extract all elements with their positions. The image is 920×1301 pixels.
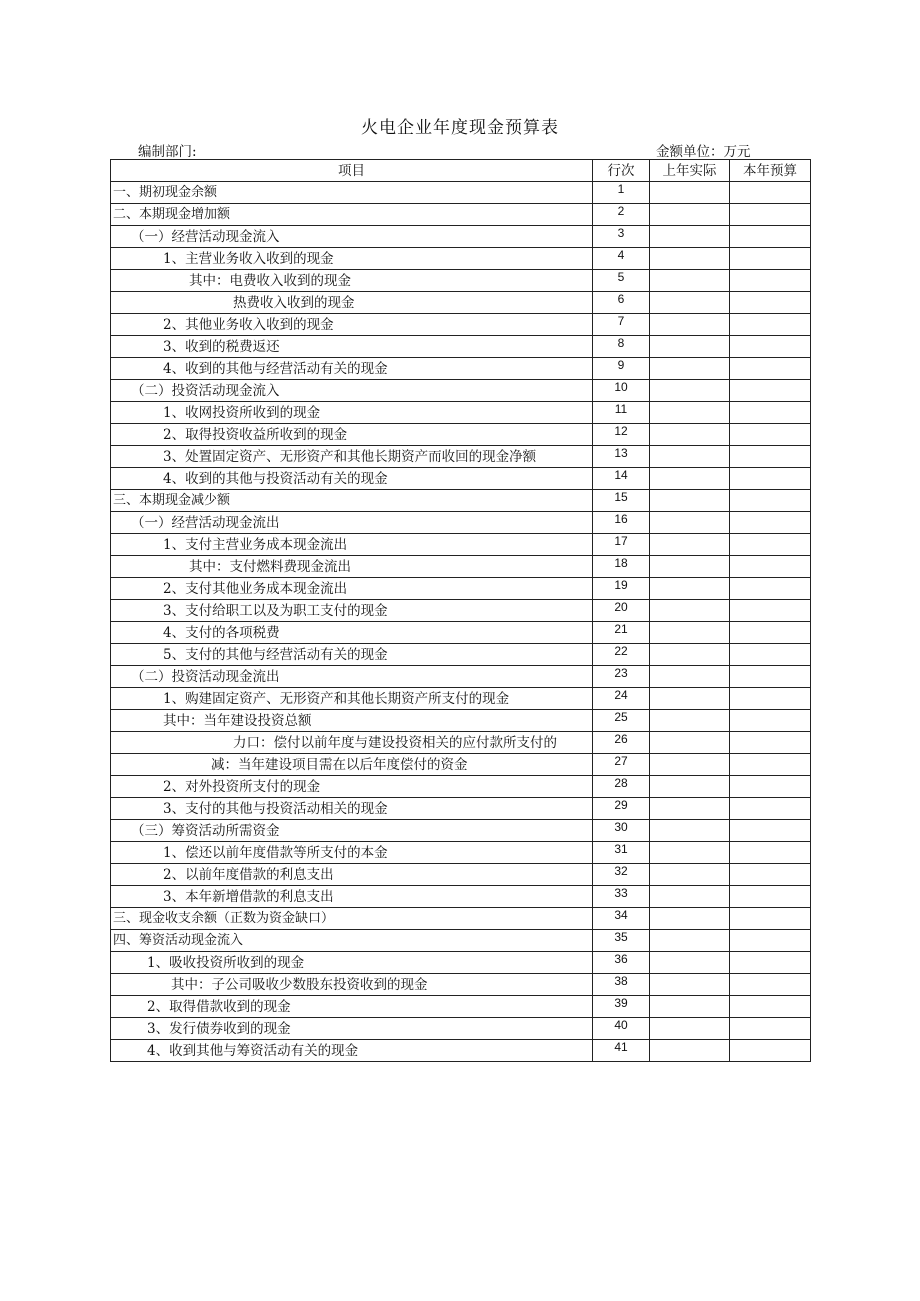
curr-budget-cell[interactable] xyxy=(730,974,811,996)
row-label: 二、本期现金增加额 xyxy=(111,204,593,226)
row-label: 2、取得借款收到的现金 xyxy=(111,996,593,1018)
curr-budget-cell[interactable] xyxy=(730,886,811,908)
row-label: 3、发行债券收到的现金 xyxy=(111,1018,593,1040)
row-number: 13 xyxy=(593,446,650,468)
prev-actual-cell[interactable] xyxy=(650,402,730,424)
prev-actual-cell[interactable] xyxy=(650,886,730,908)
prev-actual-cell[interactable] xyxy=(650,666,730,688)
table-row xyxy=(111,358,811,380)
table-row xyxy=(111,270,811,292)
curr-budget-cell[interactable] xyxy=(730,732,811,754)
row-label: 其中：电费收入收到的现金 xyxy=(111,270,593,292)
prev-actual-cell[interactable] xyxy=(650,490,730,512)
table-row xyxy=(111,226,811,248)
table-row xyxy=(111,380,811,402)
curr-budget-cell[interactable] xyxy=(730,446,811,468)
curr-budget-cell[interactable] xyxy=(730,578,811,600)
row-label: 1、购建固定资产、无形资产和其他长期资产所支付的现金 xyxy=(111,688,593,710)
row-number: 24 xyxy=(593,688,650,710)
table-row xyxy=(111,776,811,798)
row-number: 39 xyxy=(593,996,650,1018)
row-label: （一）经营活动现金流出 xyxy=(111,512,593,534)
prev-actual-cell[interactable] xyxy=(650,776,730,798)
prev-actual-cell[interactable] xyxy=(650,974,730,996)
curr-budget-cell[interactable] xyxy=(730,512,811,534)
row-label: 3、支付给职工以及为职工支付的现金 xyxy=(111,600,593,622)
curr-budget-cell[interactable] xyxy=(730,688,811,710)
prev-actual-cell[interactable] xyxy=(650,600,730,622)
table-row xyxy=(111,314,811,336)
row-label: 4、收到其他与筹资活动有关的现金 xyxy=(111,1040,593,1062)
prev-actual-cell[interactable] xyxy=(650,468,730,490)
table-header-row xyxy=(111,160,811,182)
table-row xyxy=(111,490,811,512)
row-number: 16 xyxy=(593,512,650,534)
row-label: 5、支付的其他与经营活动有关的现金 xyxy=(111,644,593,666)
row-label: 2、对外投资所支付的现金 xyxy=(111,776,593,798)
row-number: 28 xyxy=(593,776,650,798)
prev-actual-cell[interactable] xyxy=(650,688,730,710)
curr-budget-cell[interactable] xyxy=(730,644,811,666)
table-row xyxy=(111,666,811,688)
table-row xyxy=(111,908,811,930)
row-label: （一）经营活动现金流入 xyxy=(111,226,593,248)
prev-actual-cell[interactable] xyxy=(650,908,730,930)
curr-budget-cell[interactable] xyxy=(730,842,811,864)
curr-budget-cell[interactable] xyxy=(730,380,811,402)
curr-budget-cell[interactable] xyxy=(730,952,811,974)
curr-budget-cell[interactable] xyxy=(730,468,811,490)
row-label: 减：当年建设项目需在以后年度偿付的资金 xyxy=(111,754,593,776)
prev-actual-cell[interactable] xyxy=(650,358,730,380)
row-number: 22 xyxy=(593,644,650,666)
prev-actual-cell[interactable] xyxy=(650,226,730,248)
row-number: 10 xyxy=(593,380,650,402)
row-label: 2、以前年度借款的利息支出 xyxy=(111,864,593,886)
prev-actual-cell[interactable] xyxy=(650,622,730,644)
table-row xyxy=(111,864,811,886)
row-label: 2、其他业务收入收到的现金 xyxy=(111,314,593,336)
curr-budget-cell[interactable] xyxy=(730,490,811,512)
row-number: 3 xyxy=(593,226,650,248)
header-prev-actual: 上年实际 xyxy=(650,160,730,182)
curr-budget-cell[interactable] xyxy=(730,556,811,578)
prev-actual-cell[interactable] xyxy=(650,248,730,270)
curr-budget-cell[interactable] xyxy=(730,930,811,952)
prev-actual-cell[interactable] xyxy=(650,534,730,556)
curr-budget-cell[interactable] xyxy=(730,666,811,688)
row-label: 3、收到的税费返还 xyxy=(111,336,593,358)
table-row xyxy=(111,996,811,1018)
prev-actual-cell[interactable] xyxy=(650,842,730,864)
row-number: 14 xyxy=(593,468,650,490)
prev-actual-cell[interactable] xyxy=(650,314,730,336)
prev-actual-cell[interactable] xyxy=(650,578,730,600)
prev-actual-cell[interactable] xyxy=(650,292,730,314)
table-row xyxy=(111,556,811,578)
row-number: 6 xyxy=(593,292,650,314)
curr-budget-cell[interactable] xyxy=(730,776,811,798)
row-label: （二）投资活动现金流出 xyxy=(111,666,593,688)
prev-actual-cell[interactable] xyxy=(650,336,730,358)
dept-label: 编制部门: xyxy=(138,144,197,160)
row-number: 19 xyxy=(593,578,650,600)
row-number: 20 xyxy=(593,600,650,622)
curr-budget-cell[interactable] xyxy=(730,600,811,622)
row-number: 40 xyxy=(593,1018,650,1040)
row-label: 3、本年新增借款的利息支出 xyxy=(111,886,593,908)
row-label: 1、偿还以前年度借款等所支付的本金 xyxy=(111,842,593,864)
prev-actual-cell[interactable] xyxy=(650,996,730,1018)
row-number: 7 xyxy=(593,314,650,336)
table-row xyxy=(111,424,811,446)
row-label: 三、现金收支余额（正数为资金缺口） xyxy=(111,908,593,930)
row-label: （二）投资活动现金流入 xyxy=(111,380,593,402)
table-row xyxy=(111,622,811,644)
row-number: 2 xyxy=(593,204,650,226)
table-row xyxy=(111,820,811,842)
curr-budget-cell[interactable] xyxy=(730,1040,811,1062)
curr-budget-cell[interactable] xyxy=(730,908,811,930)
prev-actual-cell[interactable] xyxy=(650,270,730,292)
row-label: 其中：支付燃料费现金流出 xyxy=(111,556,593,578)
header-row-no: 行次 xyxy=(593,160,650,182)
row-label: 1、收网投资所收到的现金 xyxy=(111,402,593,424)
table-row xyxy=(111,1040,811,1062)
row-label: 2、支付其他业务成本现金流出 xyxy=(111,578,593,600)
curr-budget-cell[interactable] xyxy=(730,996,811,1018)
prev-actual-cell[interactable] xyxy=(650,798,730,820)
table-row xyxy=(111,1018,811,1040)
prev-actual-cell[interactable] xyxy=(650,556,730,578)
table-row xyxy=(111,446,811,468)
row-label: 三、本期现金减少额 xyxy=(111,490,593,512)
table-row xyxy=(111,578,811,600)
curr-budget-cell[interactable] xyxy=(730,248,811,270)
row-number: 38 xyxy=(593,974,650,996)
curr-budget-cell[interactable] xyxy=(730,754,811,776)
row-number: 17 xyxy=(593,534,650,556)
row-label: 1、吸收投资所收到的现金 xyxy=(111,952,593,974)
table-row xyxy=(111,952,811,974)
row-number: 1 xyxy=(593,182,650,204)
table-row xyxy=(111,600,811,622)
row-number: 5 xyxy=(593,270,650,292)
table-row xyxy=(111,754,811,776)
table-row xyxy=(111,710,811,732)
curr-budget-cell[interactable] xyxy=(730,424,811,446)
table-row xyxy=(111,644,811,666)
row-label: 4、收到的其他与投资活动有关的现金 xyxy=(111,468,593,490)
row-number: 41 xyxy=(593,1040,650,1062)
unit-label: 金额单位：万元 xyxy=(656,144,751,160)
curr-budget-cell[interactable] xyxy=(730,622,811,644)
prev-actual-cell[interactable] xyxy=(650,754,730,776)
table-row xyxy=(111,732,811,754)
curr-budget-cell[interactable] xyxy=(730,358,811,380)
prev-actual-cell[interactable] xyxy=(650,1040,730,1062)
row-number: 12 xyxy=(593,424,650,446)
row-number: 29 xyxy=(593,798,650,820)
curr-budget-cell[interactable] xyxy=(730,226,811,248)
cash-budget-table xyxy=(110,159,811,1062)
page-title: 火电企业年度现金预算表 xyxy=(361,118,559,138)
curr-budget-cell[interactable] xyxy=(730,864,811,886)
row-number: 15 xyxy=(593,490,650,512)
table-row xyxy=(111,182,811,204)
table-row xyxy=(111,292,811,314)
row-label: 其中：当年建设投资总额 xyxy=(111,710,593,732)
curr-budget-cell[interactable] xyxy=(730,1018,811,1040)
row-label: 热费收入收到的现金 xyxy=(111,292,593,314)
prev-actual-cell[interactable] xyxy=(650,930,730,952)
row-label: 3、支付的其他与投资活动相关的现金 xyxy=(111,798,593,820)
curr-budget-cell[interactable] xyxy=(730,204,811,226)
prev-actual-cell[interactable] xyxy=(650,732,730,754)
prev-actual-cell[interactable] xyxy=(650,1018,730,1040)
row-number: 11 xyxy=(593,402,650,424)
curr-budget-cell[interactable] xyxy=(730,820,811,842)
row-label: 2、取得投资收益所收到的现金 xyxy=(111,424,593,446)
prev-actual-cell[interactable] xyxy=(650,446,730,468)
row-number: 30 xyxy=(593,820,650,842)
row-number: 32 xyxy=(593,864,650,886)
table-row xyxy=(111,688,811,710)
curr-budget-cell[interactable] xyxy=(730,292,811,314)
row-label: （三）筹资活动所需资金 xyxy=(111,820,593,842)
row-number: 18 xyxy=(593,556,650,578)
row-label: 其中：子公司吸收少数股东投资收到的现金 xyxy=(111,974,593,996)
curr-budget-cell[interactable] xyxy=(730,336,811,358)
row-number: 35 xyxy=(593,930,650,952)
table-row xyxy=(111,248,811,270)
prev-actual-cell[interactable] xyxy=(650,710,730,732)
table-row xyxy=(111,512,811,534)
row-number: 26 xyxy=(593,732,650,754)
header-item: 项目 xyxy=(111,160,593,182)
curr-budget-cell[interactable] xyxy=(730,534,811,556)
table-row xyxy=(111,886,811,908)
table-row xyxy=(111,974,811,996)
prev-actual-cell[interactable] xyxy=(650,512,730,534)
table-row xyxy=(111,468,811,490)
table-row xyxy=(111,534,811,556)
prev-actual-cell[interactable] xyxy=(650,424,730,446)
curr-budget-cell[interactable] xyxy=(730,710,811,732)
row-number: 33 xyxy=(593,886,650,908)
table-row xyxy=(111,336,811,358)
row-label: 力口：偿付以前年度与建设投资相关的应付款所支付的 xyxy=(111,732,593,754)
table-row xyxy=(111,204,811,226)
prev-actual-cell[interactable] xyxy=(650,644,730,666)
table-row xyxy=(111,798,811,820)
prev-actual-cell[interactable] xyxy=(650,204,730,226)
table-row xyxy=(111,842,811,864)
curr-budget-cell[interactable] xyxy=(730,402,811,424)
prev-actual-cell[interactable] xyxy=(650,380,730,402)
table-row xyxy=(111,930,811,952)
prev-actual-cell[interactable] xyxy=(650,864,730,886)
row-number: 27 xyxy=(593,754,650,776)
table-row xyxy=(111,402,811,424)
row-number: 36 xyxy=(593,952,650,974)
row-number: 25 xyxy=(593,710,650,732)
row-number: 21 xyxy=(593,622,650,644)
row-number: 31 xyxy=(593,842,650,864)
header-curr-budget: 本年预算 xyxy=(730,160,811,182)
curr-budget-cell[interactable] xyxy=(730,270,811,292)
curr-budget-cell[interactable] xyxy=(730,314,811,336)
row-number: 8 xyxy=(593,336,650,358)
row-number: 9 xyxy=(593,358,650,380)
row-label: 一、期初现金余额 xyxy=(111,182,593,204)
row-label: 1、主营业务收入收到的现金 xyxy=(111,248,593,270)
curr-budget-cell[interactable] xyxy=(730,798,811,820)
row-label: 3、处置固定资产、无形资产和其他长期资产而收回的现金净额 xyxy=(111,446,593,468)
row-number: 34 xyxy=(593,908,650,930)
prev-actual-cell[interactable] xyxy=(650,820,730,842)
row-number: 23 xyxy=(593,666,650,688)
prev-actual-cell[interactable] xyxy=(650,182,730,204)
row-label: 1、支付主营业务成本现金流出 xyxy=(111,534,593,556)
row-label: 4、收到的其他与经营活动有关的现金 xyxy=(111,358,593,380)
row-number: 4 xyxy=(593,248,650,270)
row-label: 四、筹资活动现金流入 xyxy=(111,930,593,952)
curr-budget-cell[interactable] xyxy=(730,182,811,204)
row-label: 4、支付的各项税费 xyxy=(111,622,593,644)
prev-actual-cell[interactable] xyxy=(650,952,730,974)
